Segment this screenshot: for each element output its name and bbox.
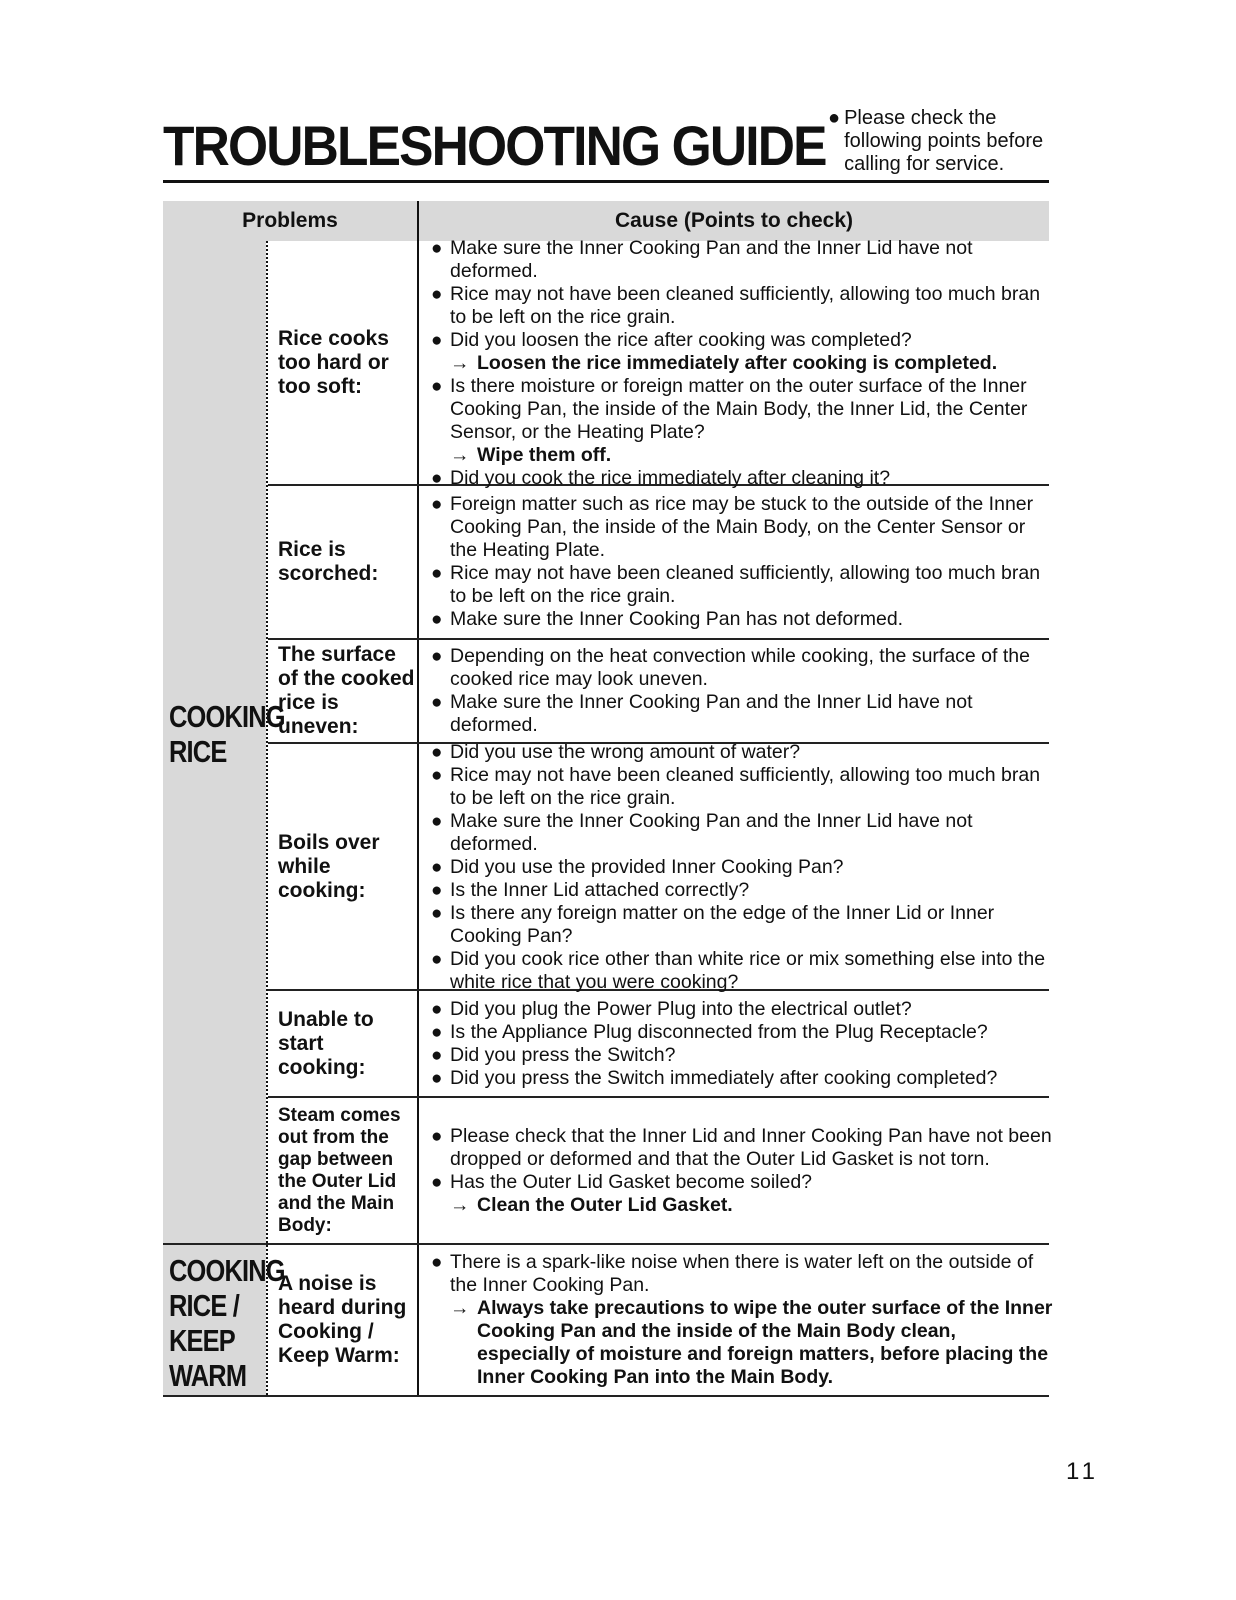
category-cooking-rice xyxy=(163,241,285,1243)
list-item: ● Is there moisture or foreign matter on the outer surface of the Inner Cooking Pan, the inside of the Main Body, the Inner Lid, the Center Sensor, or the Heating Plate? xyxy=(431,374,1028,443)
list-item: ● Foreign matter such as rice may be stuck to the outside of the Inner Cooking Pan, the inside of the Main Body, on the Center Sensor or the Heating Plate. xyxy=(431,493,1034,561)
bullet-icon: ● xyxy=(431,856,443,878)
page-number: 11 xyxy=(1066,1458,1099,1485)
arrow-right-icon: → xyxy=(450,1297,470,1319)
bullet-icon: ● xyxy=(431,741,443,763)
list-item: ● Did you plug the Power Plug into the electrical outlet? xyxy=(431,997,912,1020)
bullet-icon: ● xyxy=(431,692,443,713)
list-item: ● Did you press the Switch? xyxy=(431,1043,676,1066)
list-item: ● Is the Inner Lid attached correctly? xyxy=(431,878,750,901)
problem-steam: Steam comes out from the gap between the Outer Lid and the Main Body: xyxy=(278,1104,401,1236)
bullet-icon: ● xyxy=(431,563,443,584)
arrow-right-icon: → xyxy=(450,443,470,466)
cause-list xyxy=(431,642,1053,740)
bullet-icon: ● xyxy=(431,764,443,786)
list-item: ● Has the Outer Lid Gasket become soiled? xyxy=(431,1170,813,1193)
column-divider xyxy=(417,201,419,1397)
list-item: ● Is there any foreign matter on the edge of the Inner Lid or Inner Cooking Pan? xyxy=(431,901,995,947)
category-cooking-rice-keep-warm xyxy=(163,1245,285,1395)
problem-noise: A noise is heard during Cooking / Keep Warm: xyxy=(278,1272,407,1367)
list-item: ● Make sure the Inner Cooking Pan has not deformed. xyxy=(431,608,904,630)
solution-item: → Wipe them off. xyxy=(450,443,612,466)
bullet-icon: ● xyxy=(431,1171,443,1193)
solution-item: → Clean the Outer Lid Gasket. xyxy=(450,1193,733,1216)
list-item: ● Rice may not have been cleaned sufficiently, allowing too much bran to be left on the rice grain. xyxy=(431,763,1041,809)
bullet-icon: ● xyxy=(431,1021,443,1043)
bullet-icon: ● xyxy=(431,646,443,667)
dotted-divider xyxy=(266,241,268,1395)
problem-uneven: The surface of the cooked rice is uneven: xyxy=(278,643,415,738)
bullet-icon: ● xyxy=(431,375,443,397)
bullet-icon: ● xyxy=(431,998,443,1020)
bullet-icon: ● xyxy=(431,1252,443,1273)
list-item: ● Did you cook the rice immediately after cleaning it? xyxy=(431,466,891,489)
bullet-icon: ● xyxy=(431,237,443,259)
header-cause: Cause (Points to check) xyxy=(614,209,854,232)
cause-list xyxy=(431,993,1053,1094)
arrow-right-icon: → xyxy=(450,1193,470,1216)
list-item: ● Did you use the provided Inner Cooking Pan? xyxy=(431,855,844,878)
list-item: ● Depending on the heat convection while cooking, the surface of the cooked rice may look uneven. xyxy=(431,645,1030,690)
bullet-icon: ● xyxy=(431,1067,443,1089)
bullet-icon: ● xyxy=(431,329,443,351)
bullet-icon: ● xyxy=(431,1125,443,1147)
service-note xyxy=(828,107,1064,176)
problem-unable-to-start: Unable to start cooking: xyxy=(278,1007,374,1079)
table-header xyxy=(163,201,1049,241)
arrow-right-icon: → xyxy=(450,351,470,374)
bullet-icon: ● xyxy=(431,494,443,515)
bullet-icon: ● xyxy=(431,879,443,901)
cause-list xyxy=(431,488,1053,636)
cause-list xyxy=(431,740,1053,993)
problem-boils-over: Boils over while cooking: xyxy=(278,830,380,902)
solution-item: → Always take precautions to wipe the outer surface of the Inner Cooking Pan and the inside of the Main Body clean, especially of moisture and foreign matters, before placing the Inner Cooking Pan into the Main Body. xyxy=(450,1297,1053,1388)
list-item: ● Rice may not have been cleaned sufficiently, allowing too much bran to be left on the rice grain. xyxy=(431,562,1041,607)
page-title: TROUBLESHOOTING GUIDE xyxy=(163,114,826,177)
service-note-text: Please check the following points before calling for service. xyxy=(844,107,1044,175)
title-divider xyxy=(163,180,1049,183)
cause-list xyxy=(431,236,1053,489)
list-item: ● Make sure the Inner Cooking Pan and the Inner Lid have not deformed. xyxy=(431,691,973,736)
bullet-icon: ● xyxy=(431,1044,443,1066)
list-item: ● Did you loosen the rice after cooking was completed? xyxy=(431,328,912,351)
list-item: ● There is a spark-like noise when there is water left on the outside of the Inner Cooking Pan. xyxy=(431,1251,1034,1296)
header-problems: Problems xyxy=(242,209,338,232)
bullet-icon: ● xyxy=(431,948,443,970)
solution-item: → Loosen the rice immediately after cooking is completed. xyxy=(450,351,998,374)
bullet-icon: ● xyxy=(431,609,443,630)
category-label: COOKING RICE / KEEP WARM xyxy=(169,1253,285,1393)
bullet-icon: ● xyxy=(431,467,443,489)
cause-list xyxy=(431,1100,1053,1241)
list-item: ● Is the Appliance Plug disconnected from the Plug Receptacle? xyxy=(431,1020,988,1043)
problem-scorched: Rice is scorched: xyxy=(278,538,379,585)
table-bottom-rule xyxy=(163,1395,1049,1397)
list-item: ● Did you use the wrong amount of water? xyxy=(431,740,801,763)
category-label: COOKING RICE xyxy=(169,699,285,769)
bullet-icon: ● xyxy=(828,107,841,129)
list-item: ● Make sure the Inner Cooking Pan and the Inner Lid have not deformed. xyxy=(431,809,973,855)
list-item: ● Did you cook rice other than white rice or mix something else into the white rice that you were cooking? xyxy=(431,947,1046,993)
bullet-icon: ● xyxy=(431,810,443,832)
list-item: ● Make sure the Inner Cooking Pan and the Inner Lid have not deformed. xyxy=(431,236,973,282)
problem-hard-soft: Rice cooks too hard or too soft: xyxy=(278,326,389,398)
cause-list xyxy=(431,1247,1053,1393)
list-item: ● Rice may not have been cleaned sufficiently, allowing too much bran to be left on the rice grain. xyxy=(431,282,1041,328)
list-item: ● Did you press the Switch immediately after cooking completed? xyxy=(431,1066,998,1089)
category-divider xyxy=(163,1243,268,1245)
bullet-icon: ● xyxy=(431,902,443,924)
bullet-icon: ● xyxy=(431,283,443,305)
list-item: ● Please check that the Inner Lid and Inner Cooking Pan have not been dropped or deformed and that the Outer Lid Gasket is not torn. xyxy=(431,1124,1052,1170)
